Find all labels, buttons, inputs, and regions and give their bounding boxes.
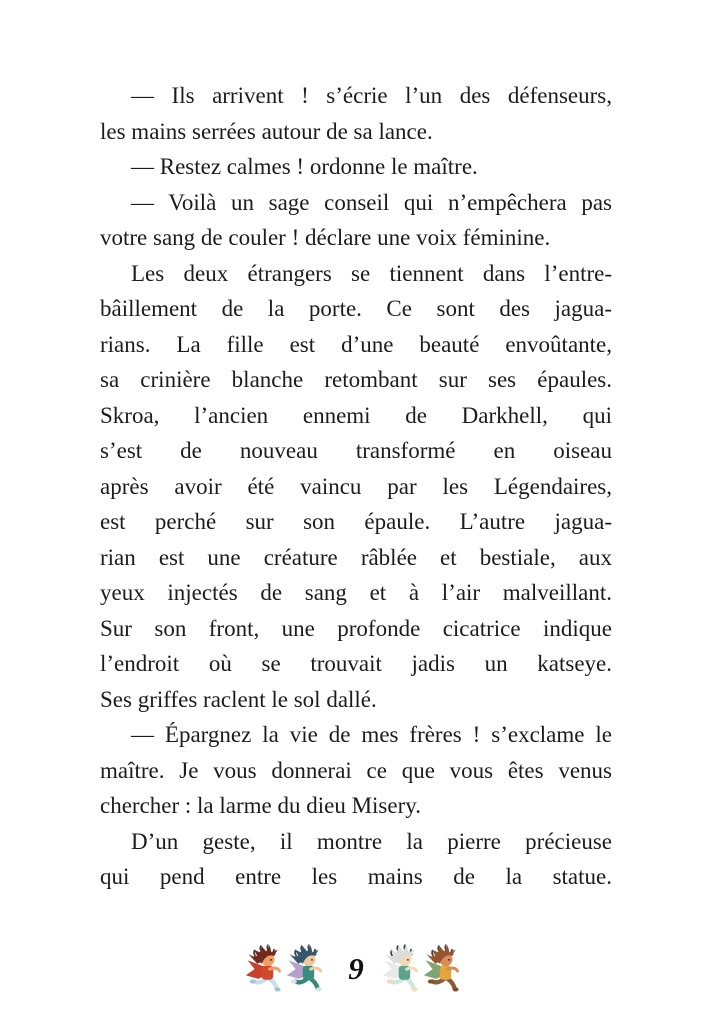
runner-red-tunic-icon (244, 941, 290, 1004)
text-line: qui pend entre les mains de la statue. (100, 864, 612, 889)
text-block (100, 78, 612, 895)
text-line: rians. La fille est d’une beauté envoûtante, (100, 331, 612, 357)
paragraph (100, 824, 612, 895)
text-line: s’est de nouveau transformé en oiseau (100, 438, 612, 463)
text-line: — Restez calmes ! ordonne le maître. (131, 154, 478, 179)
paragraph (100, 256, 612, 718)
text-line: — Épargnez la vie de mes frères ! s’exclame le (131, 722, 612, 747)
text-line: votre sang de couler ! déclare une voix féminine. (100, 225, 551, 250)
paragraph (100, 149, 612, 185)
page-footer (0, 936, 712, 1008)
text-line: les mains serrées autour de sa lance. (100, 118, 433, 144)
text-line: yeux injectés de sang et à l’air malveillant. (100, 580, 612, 605)
text-line: — Voilà un sage conseil qui n’empêchera pas (131, 189, 612, 215)
runner-purple-cape-icon (285, 941, 331, 1004)
text-line: bâillement de la porte. Ce sont des jagua- (100, 296, 612, 321)
text-line: après avoir été vaincu par les Légendaires, (100, 473, 612, 499)
text-line: D’un geste, il montre la pierre précieuse (131, 828, 612, 854)
text-line: l’endroit où se trouvait jadis un katseye. (100, 651, 612, 676)
text-line: Skroa, l’ancien ennemi de Darkhell, qui (100, 402, 612, 428)
text-line: maître. Je vous donnerai ce que vous êtes venus (100, 757, 612, 783)
runner-green-cape-icon (422, 941, 468, 1004)
page-number: 9 (348, 951, 364, 986)
runner-illustration-left (244, 941, 331, 1004)
text-line: sa crinière blanche retombant sur ses épaules. (100, 367, 612, 392)
text-line: Ses griffes raclent le sol dallé. (100, 686, 377, 712)
text-line: chercher : la larme du dieu Misery. (100, 793, 422, 818)
text-line: est perché sur son épaule. L’autre jagua- (100, 509, 612, 534)
runner-illustration-right (381, 941, 468, 1004)
text-line: Les deux étrangers se tiennent dans l’entre- (131, 260, 612, 286)
text-line: Sur son front, une profonde cicatrice indique (100, 615, 612, 641)
paragraph (100, 717, 612, 824)
paragraph (100, 78, 612, 149)
text-line: — Ils arrivent ! s’écrie l’un des défenseurs, (131, 83, 612, 108)
paragraph (100, 185, 612, 256)
text-line: rian est une créature râblée et bestiale, aux (100, 544, 612, 570)
runner-white-hair-icon (381, 941, 427, 1004)
